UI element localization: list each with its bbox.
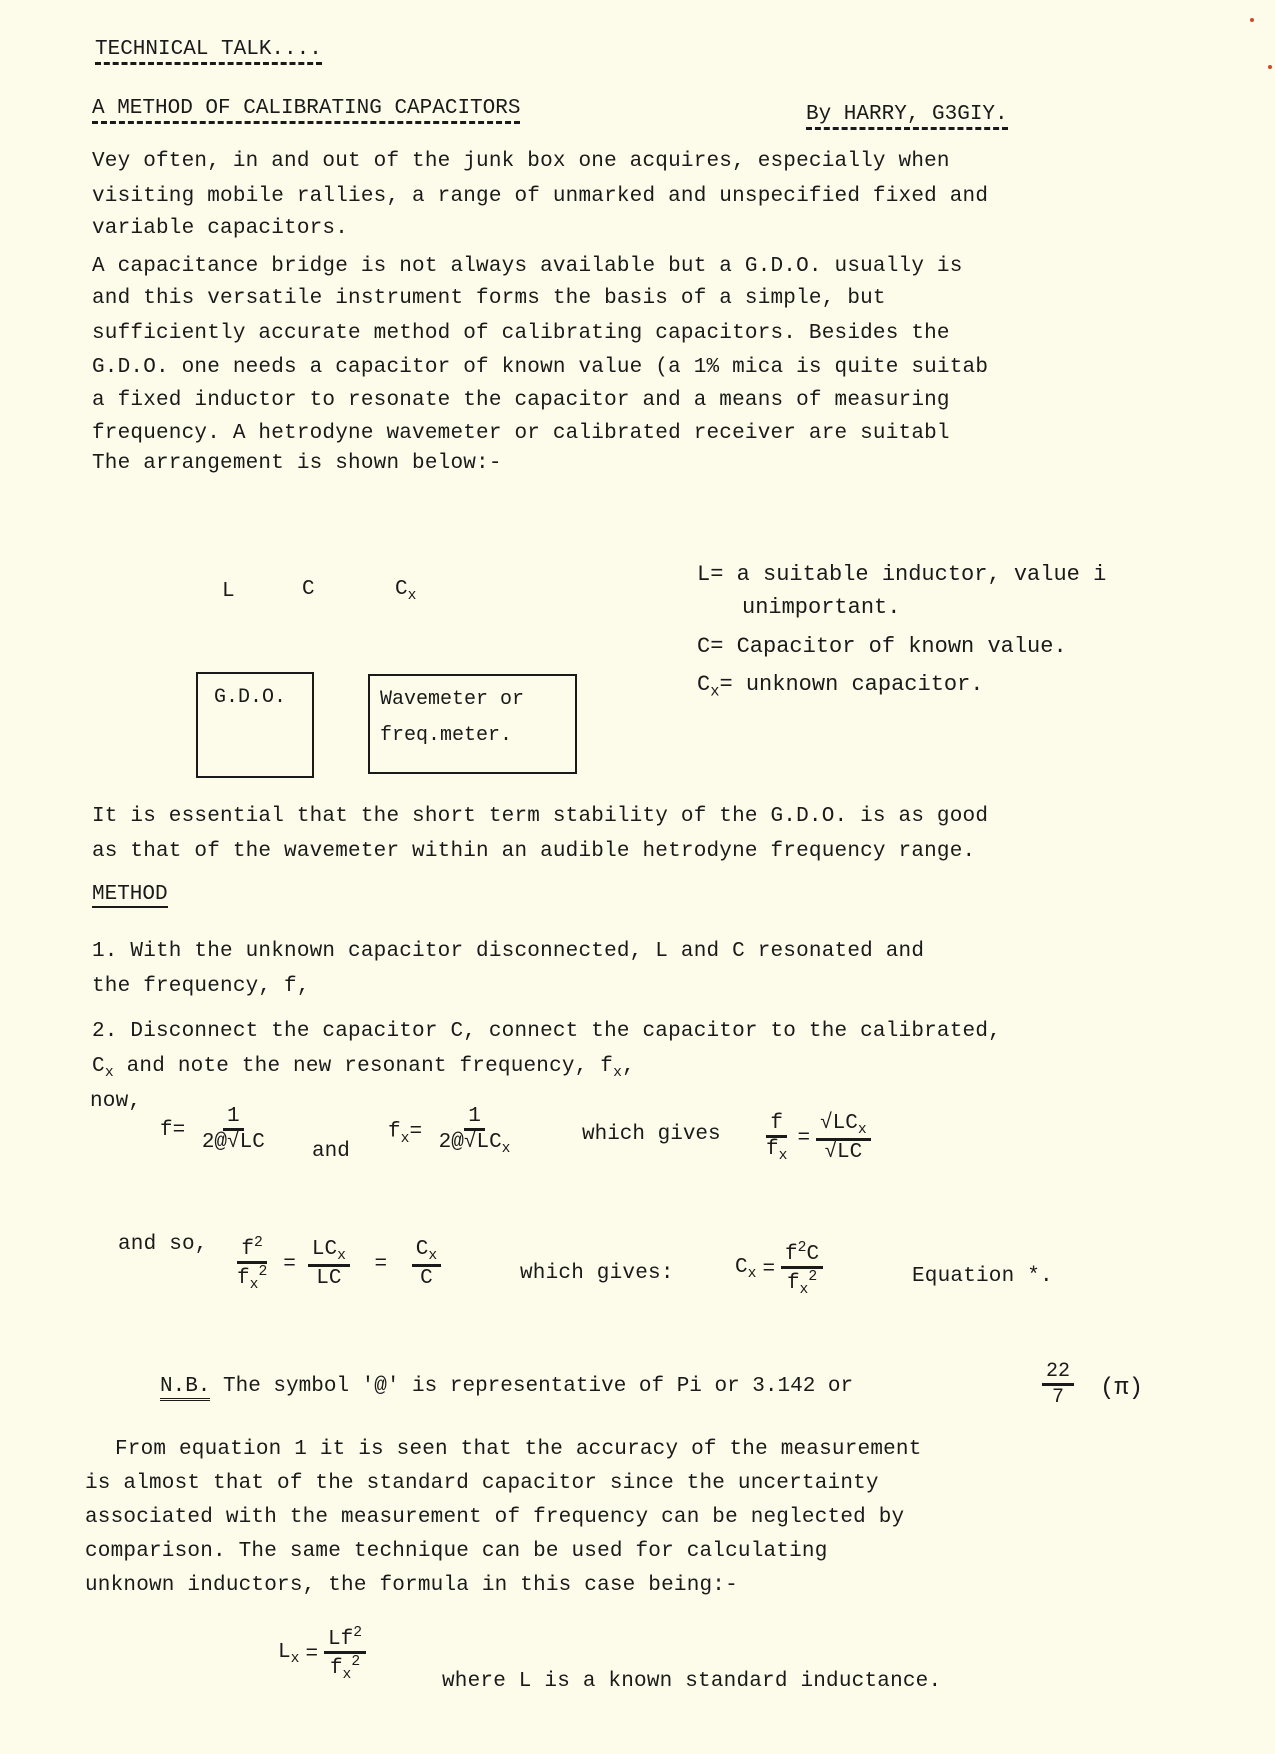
intro-line: sufficiently accurate method of calibrating capacitors. Besides the	[92, 322, 950, 345]
pi-fraction: $\frac{22}{7}$	[1042, 1360, 1074, 1409]
intro-line: variable capacitors.	[92, 217, 349, 240]
diagram-label-L: L	[222, 580, 235, 603]
equation-squared: $\frac{f^2}{f_x^2}$ = $\frac{LC_x}{LC}$ = $\frac{C_x}{C}$	[233, 1235, 441, 1293]
which-gives-2-label: which gives:	[520, 1262, 674, 1285]
legend-C: C= Capacitor of known value.	[697, 634, 1067, 659]
wavemeter-box	[368, 674, 577, 774]
legend-Cx: $C_x=$ unknown capacitor.	[697, 672, 984, 701]
intro-line: and this versatile instrument forms the basis of a simple, but	[92, 287, 886, 310]
equation-fx: $f_x=$ $\frac{1}{2@√LC_x}$	[388, 1105, 511, 1158]
intro-line: visiting mobile rallies, a range of unmarked and unspecified fixed and	[92, 185, 989, 208]
section-title: TECHNICAL TALK....	[95, 38, 322, 65]
nb-note: N.B. The symbol '@' is representative of Pi or 3.142 or	[160, 1375, 853, 1398]
byline: By HARRY, G3GIY.	[806, 103, 1008, 130]
wavemeter-label-2: freq.meter.	[380, 724, 513, 747]
step-1-line-2: the frequency, f,	[92, 975, 310, 998]
intro-line: The arrangement is shown below:-	[92, 452, 502, 475]
which-gives-label: which gives	[582, 1123, 721, 1146]
inductor-description: where L is a known standard inductance.	[442, 1670, 942, 1693]
gdo-box	[196, 672, 314, 778]
equation-f: f= $\frac{1}{2@√LC}$	[160, 1105, 265, 1154]
conclusion-line: associated with the measurement of frequency can be neglected by	[85, 1506, 905, 1529]
conclusion-line: unknown inductors, the formula in this case being:-	[85, 1574, 738, 1597]
intro-line: frequency. A hetrodyne wavemeter or calibrated receiver are suitabl	[92, 422, 950, 445]
stability-line: It is essential that the short term stability of the G.D.O. is as good	[92, 805, 989, 828]
nb-label: N.B.	[160, 1375, 210, 1401]
and-so-label: and so,	[118, 1233, 208, 1256]
now-label: now,	[90, 1090, 142, 1113]
paper-mark	[1250, 18, 1254, 22]
intro-line: a fixed inductor to resonate the capacitor and a means of measuring	[92, 389, 950, 412]
equation-cx-result: $C_x$ = $\frac{f^2C}{f_x^2}$	[735, 1240, 823, 1298]
conclusion-line: comparison. The same technique can be used for calculating	[85, 1540, 828, 1563]
method-heading: METHOD	[92, 883, 168, 906]
pi-symbol: (π)	[1100, 1375, 1144, 1402]
intro-line: A capacitance bridge is not always available but a G.D.O. usually is	[92, 255, 963, 278]
legend-L: L= a suitable inductor, value i	[697, 562, 1107, 587]
intro-line: Vey often, in and out of the junk box one acquires, especially when	[92, 150, 950, 173]
stability-line: as that of the wavemeter within an audible hetrodyne frequency range.	[92, 840, 976, 863]
equation-label: Equation *.	[912, 1265, 1053, 1288]
step-2-line-1: 2. Disconnect the capacitor C, connect the capacitor to the calibrated,	[92, 1020, 1001, 1043]
legend-L-cont: unimportant.	[742, 595, 901, 620]
conclusion-line: From equation 1 it is seen that the accuracy of the measurement	[115, 1438, 922, 1461]
step-1-line-1: 1. With the unknown capacitor disconnected, L and C resonated and	[92, 940, 925, 963]
diagram-label-Cx: $C_x$	[395, 578, 417, 605]
diagram-label-C: C	[302, 578, 315, 601]
equation-ratio: $\frac{f}{f_x}$ = $\frac{√LC_x}{√LC}$	[762, 1112, 871, 1164]
inductor-formula: $L_x$ = $\frac{Lf^2}{f_x^2}$	[278, 1625, 366, 1683]
paper-mark	[1268, 65, 1272, 69]
article-title: A METHOD OF CALIBRATING CAPACITORS	[92, 97, 520, 124]
conclusion-line: is almost that of the standard capacitor since the uncertainty	[85, 1472, 879, 1495]
gdo-label: G.D.O.	[214, 686, 287, 709]
step-2-line-2: $C_x$ and note the new resonant frequency, $f_x$,	[92, 1055, 635, 1082]
wavemeter-label-1: Wavemeter or	[380, 688, 525, 711]
intro-line: G.D.O. one needs a capacitor of known value (a 1% mica is quite suitab	[92, 356, 989, 379]
and-label: and	[312, 1140, 350, 1163]
